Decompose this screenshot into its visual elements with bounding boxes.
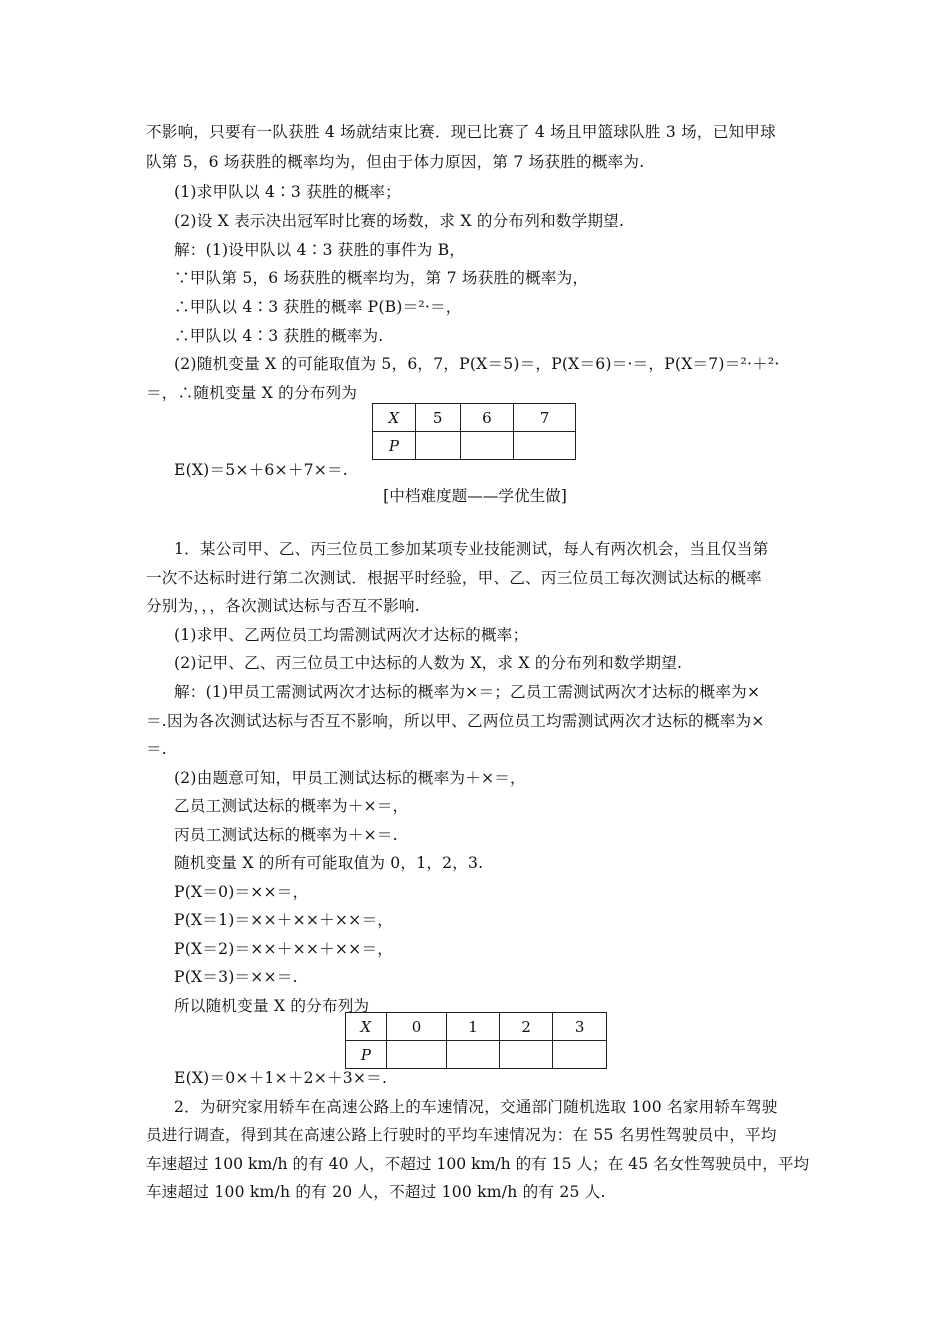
table-row xyxy=(373,432,576,460)
table-row xyxy=(346,1041,607,1069)
solution-line: ＝. xyxy=(146,740,167,758)
solution-line: 丙员工测试达标的概率为＋×＝. xyxy=(174,826,398,844)
problem-line: 2．为研究家用轿车在高速公路上的车速情况，交通部门随机选取 100 名家用轿车驾驶 xyxy=(174,1098,778,1116)
solution-line: 解：(1)设甲队以 4∶3 获胜的事件为 B， xyxy=(174,241,466,259)
solution-line: P(X＝1)＝××＋××＋××＝， xyxy=(174,911,394,929)
table-header-row xyxy=(373,404,576,432)
table-cell: 6 xyxy=(460,404,514,432)
table-cell: P xyxy=(346,1041,387,1069)
solution-line: 解：(1)甲员工需测试两次才达标的概率为×＝；乙员工需测试两次才达标的概率为× xyxy=(174,683,761,701)
solution-line: P(X＝3)＝××＝. xyxy=(174,968,298,986)
text-line: 队第 5，6 场获胜的概率均为，但由于体力原因，第 7 场获胜的概率为. xyxy=(146,153,645,171)
table-cell: P xyxy=(373,432,416,460)
table-cell xyxy=(499,1041,553,1069)
solution-line: ＝，∴随机变量 X 的分布列为 xyxy=(146,384,358,402)
problem-line: 车速超过 100 km/h 的有 20 人，不超过 100 km/h 的有 25 人. xyxy=(146,1183,606,1201)
table-cell xyxy=(460,432,514,460)
expectation-line: E(X)＝0×＋1×＋2×＋3×＝. xyxy=(174,1069,388,1087)
table-cell xyxy=(553,1041,607,1069)
solution-line: (2)随机变量 X 的可能取值为 5，6，7，P(X＝5)＝，P(X＝6)＝·＝，P(X＝7)＝²·＋²· xyxy=(174,355,780,373)
solution-line: 所以随机变量 X 的分布列为 xyxy=(174,997,370,1015)
table-cell xyxy=(415,432,460,460)
solution-line: 乙员工测试达标的概率为＋×＝， xyxy=(174,797,409,815)
section-heading: [中档难度题——学优生做] xyxy=(383,487,567,505)
problem-line: 1．某公司甲、乙、丙三位员工参加某项专业技能测试，每人有两次机会，当且仅当第 xyxy=(174,540,769,558)
table-cell: 2 xyxy=(499,1013,553,1041)
solution-line: ∵甲队第 5，6 场获胜的概率均为，第 7 场获胜的概率为， xyxy=(174,269,589,287)
problem-line: 一次不达标时进行第二次测试．根据平时经验，甲、乙、丙三位员工每次测试达标的概率 xyxy=(146,569,762,587)
solution-line: P(X＝2)＝××＋××＋××＝， xyxy=(174,940,394,958)
table-cell: 0 xyxy=(386,1013,447,1041)
table-cell: 1 xyxy=(447,1013,500,1041)
question-part-2: (2)设 X 表示决出冠军时比赛的场数，求 X 的分布列和数学期望. xyxy=(174,212,625,230)
solution-line: ∴甲队以 4∶3 获胜的概率为. xyxy=(174,327,384,345)
table-cell: X xyxy=(346,1013,387,1041)
problem-line: 车速超过 100 km/h 的有 40 人，不超过 100 km/h 的有 15 人；在 45 名女性驾驶员中，平均 xyxy=(146,1155,810,1173)
table-header-row xyxy=(346,1013,607,1041)
question-part-1: (1)求甲、乙两位员工均需测试两次才达标的概率； xyxy=(174,626,529,644)
table-cell: 5 xyxy=(415,404,460,432)
problem-line: 分别为，，，各次测试达标与否互不影响. xyxy=(146,597,420,615)
solution-line: ＝.因为各次测试达标与否互不影响，所以甲、乙两位员工均需测试两次才达标的概率为× xyxy=(146,712,765,730)
solution-line: ∴甲队以 4∶3 获胜的概率 P(B)＝²·＝， xyxy=(174,298,462,316)
distribution-table-1 xyxy=(372,403,576,460)
solution-line: P(X＝0)＝××＝， xyxy=(174,883,309,901)
solution-line: (2)由题意可知，甲员工测试达标的概率为＋×＝， xyxy=(174,769,526,787)
expectation-line: E(X)＝5×＋6×＋7×＝. xyxy=(174,461,348,479)
text-line: 不影响，只要有一队获胜 4 场就结束比赛．现已比赛了 4 场且甲篮球队胜 3 场，已知甲球 xyxy=(146,123,776,141)
solution-line: 随机变量 X 的所有可能取值为 0，1，2，3. xyxy=(174,854,484,872)
table-cell: 7 xyxy=(514,404,576,432)
table-cell: 3 xyxy=(553,1013,607,1041)
question-part-1: (1)求甲队以 4∶3 获胜的概率； xyxy=(174,183,401,201)
question-part-2: (2)记甲、乙、丙三位员工中达标的人数为 X，求 X 的分布列和数学期望. xyxy=(174,654,683,672)
table-cell xyxy=(386,1041,447,1069)
table-cell xyxy=(447,1041,500,1069)
table-cell: X xyxy=(373,404,416,432)
table-cell xyxy=(514,432,576,460)
distribution-table-2 xyxy=(345,1012,607,1069)
problem-line: 员进行调查，得到其在高速公路上行驶时的平均车速情况为：在 55 名男性驾驶员中，平均 xyxy=(146,1126,777,1144)
